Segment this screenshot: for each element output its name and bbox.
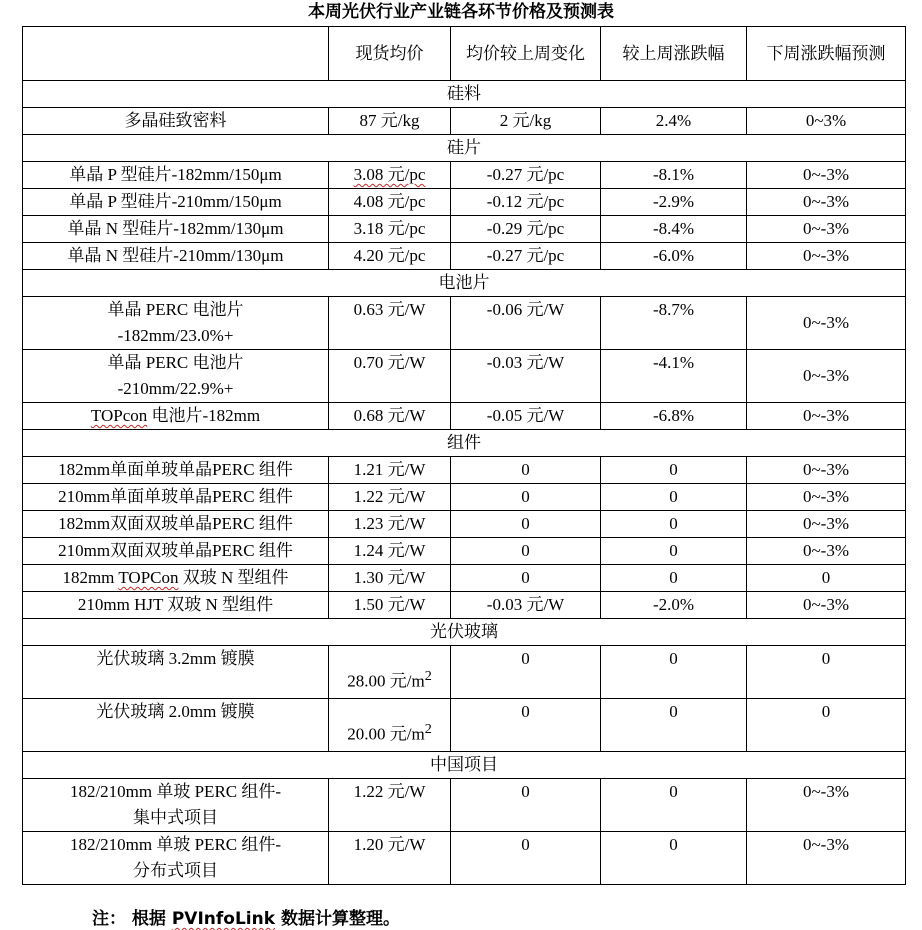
row-forecast: 0~-3% [747,457,906,484]
row-price: 1.21 元/W [329,457,451,484]
row-change: -0.27 元/pc [451,243,601,270]
row-forecast: 0~-3% [747,189,906,216]
row-price-value [347,649,432,695]
section-module: 组件 [23,430,906,457]
row-name [23,350,329,403]
row-change: -0.03 元/W [451,592,601,619]
row-name: 多晶硅致密料 [23,108,329,135]
row-name-line2: 分布式项目 [133,861,218,880]
row-pct: -6.8% [601,403,747,430]
note-source: PVInfoLink [171,909,276,929]
row-name: 210mm双面双玻单晶PERC 组件 [23,538,329,565]
row-price: 0.63 元/W [329,297,451,350]
row-price: 4.08 元/pc [329,189,451,216]
row-name: 光伏玻璃 2.0mm 镀膜 [23,699,329,752]
table-row [23,699,906,752]
row-price: 4.20 元/pc [329,243,451,270]
table-row [23,565,906,592]
table-row [23,108,906,135]
row-price-sup: 2 [424,668,432,685]
row-pct: -4.1% [601,350,747,403]
table-row [23,484,906,511]
source-note [92,908,400,930]
row-price: 3.08 元/pc [329,162,451,189]
row-forecast: 0~-3% [747,538,906,565]
section-row [23,752,906,779]
row-pct: -8.1% [601,162,747,189]
row-price: 87 元/kg [329,108,451,135]
row-change: -0.06 元/W [451,297,601,350]
section-row [23,430,906,457]
row-name-line2: 集中式项目 [133,808,218,827]
row-name-brand: TOPcon [90,406,148,425]
row-price: 1.20 元/W [329,832,451,885]
row-name-line1: 182/210mm 单玻 PERC 组件- [69,835,282,854]
row-forecast: 0~-3% [747,592,906,619]
header-forecast: 下周涨跌幅预测 [747,27,906,81]
row-change: 0 [451,699,601,752]
table-row [23,162,906,189]
row-name: 182mm单面单玻单晶PERC 组件 [23,457,329,484]
row-name-line1: 单晶 PERC 电池片 [107,300,244,319]
section-glass: 光伏玻璃 [23,619,906,646]
row-price: 1.24 元/W [329,538,451,565]
row-change: 0 [451,565,601,592]
row-name-size: 182mm [62,568,119,587]
row-change: 0 [451,511,601,538]
row-change: 0 [451,484,601,511]
header-change: 均价较上周变化 [451,27,601,81]
row-forecast: 0 [747,646,906,699]
header-pct-change: 较上周涨跌幅 [601,27,747,81]
row-price: 1.50 元/W [329,592,451,619]
table-row [23,457,906,484]
note-prefix: 注： 根据 [92,909,172,929]
row-change: -0.03 元/W [451,350,601,403]
table-row [23,403,906,430]
row-pct: 0 [601,699,747,752]
row-price: 1.23 元/W [329,511,451,538]
row-name-rest: 电池片-182mm [147,406,261,425]
section-china-project: 中国项目 [23,752,906,779]
row-forecast: 0~-3% [747,779,906,832]
note-suffix: 数据计算整理。 [275,909,400,929]
table-row [23,538,906,565]
row-pct: 0 [601,511,747,538]
row-pct: 2.4% [601,108,747,135]
row-name [23,565,329,592]
row-price: 1.30 元/W [329,565,451,592]
section-row [23,619,906,646]
row-name: 182mm双面双玻单晶PERC 组件 [23,511,329,538]
row-pct: -8.4% [601,216,747,243]
section-row [23,270,906,297]
row-change: -0.05 元/W [451,403,601,430]
row-price [329,699,451,752]
table-row [23,189,906,216]
row-name: 单晶 N 型硅片-182mm/130μm [23,216,329,243]
row-change: 0 [451,538,601,565]
table-row [23,592,906,619]
row-name-rest: 双玻 N 型组件 [178,568,289,587]
table-row [23,511,906,538]
row-forecast: 0~-3% [747,484,906,511]
row-name [23,403,329,430]
row-price-value [347,702,432,748]
row-forecast: 0~-3% [747,162,906,189]
row-name: 210mm HJT 双玻 N 型组件 [23,592,329,619]
row-forecast: 0~-3% [747,511,906,538]
row-forecast: 0~-3% [747,350,906,403]
section-polysilicon: 硅料 [23,81,906,108]
row-name: 光伏玻璃 3.2mm 镀膜 [23,646,329,699]
row-price: 1.22 元/W [329,779,451,832]
table-row [23,832,906,885]
row-name [23,297,329,350]
row-pct: -6.0% [601,243,747,270]
table-row [23,350,906,403]
row-price: 0.70 元/W [329,350,451,403]
row-name [23,832,329,885]
row-forecast: 0~-3% [747,297,906,350]
row-price: 1.22 元/W [329,484,451,511]
section-row [23,135,906,162]
row-pct: 0 [601,832,747,885]
section-cell: 电池片 [23,270,906,297]
row-name-brand: TOPCon [118,568,179,587]
table-row [23,646,906,699]
row-name: 单晶 N 型硅片-210mm/130μm [23,243,329,270]
header-blank [23,27,329,81]
section-wafer: 硅片 [23,135,906,162]
row-name-line1: 182/210mm 单玻 PERC 组件- [69,782,282,801]
row-change: -0.27 元/pc [451,162,601,189]
row-forecast: 0~-3% [747,216,906,243]
row-change: -0.29 元/pc [451,216,601,243]
row-pct: 0 [601,538,747,565]
row-forecast: 0 [747,565,906,592]
row-pct: 0 [601,646,747,699]
row-price [329,646,451,699]
row-price: 3.18 元/pc [329,216,451,243]
row-price-sup: 2 [424,721,432,738]
row-pct: -8.7% [601,297,747,350]
row-pct: -2.0% [601,592,747,619]
row-forecast: 0~3% [747,108,906,135]
row-name-line2: -210mm/22.9%+ [117,379,234,398]
row-forecast: 0~-3% [747,403,906,430]
row-name: 单晶 P 型硅片-182mm/150μm [23,162,329,189]
row-price-text: 20.00 元/m [347,724,425,744]
table-row [23,297,906,350]
row-change: -0.12 元/pc [451,189,601,216]
row-pct: -2.9% [601,189,747,216]
row-forecast: 0~-3% [747,243,906,270]
row-name [23,779,329,832]
row-name: 210mm单面单玻单晶PERC 组件 [23,484,329,511]
price-table [22,26,906,885]
row-change: 0 [451,779,601,832]
header-row [23,27,906,81]
row-change: 0 [451,457,601,484]
row-name-line1: 单晶 PERC 电池片 [107,353,244,372]
table-title: 本周光伏行业产业链各环节价格及预测表 [308,2,614,22]
table-row [23,216,906,243]
row-pct: 0 [601,565,747,592]
header-spot-price: 现货均价 [329,27,451,81]
row-pct: 0 [601,779,747,832]
row-pct: 0 [601,484,747,511]
row-price: 0.68 元/W [329,403,451,430]
row-price-text: 28.00 元/m [347,671,425,691]
row-name: 单晶 P 型硅片-210mm/150μm [23,189,329,216]
row-pct: 0 [601,457,747,484]
table-row [23,243,906,270]
row-forecast: 0 [747,699,906,752]
section-row [23,81,906,108]
row-change: 0 [451,646,601,699]
row-change: 0 [451,832,601,885]
row-forecast: 0~-3% [747,832,906,885]
table-row [23,779,906,832]
row-change: 2 元/kg [451,108,601,135]
row-name-line2: -182mm/23.0%+ [117,326,234,345]
